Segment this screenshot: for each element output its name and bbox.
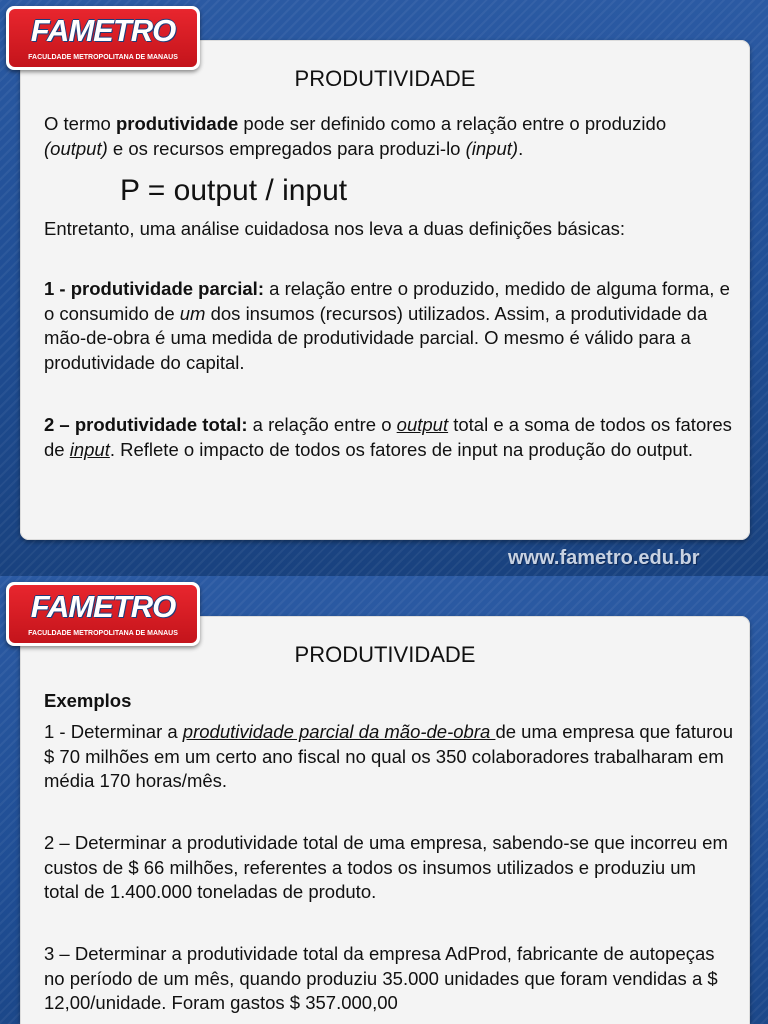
example-2: 2 – Determinar a produtividade total de uma empresa, sabendo-se que incorreu em custos de $ 66 milhões, referentes a todos os insumos utilizados e produziu um total de 1.400.000 toneladas de produto. [44,832,728,902]
definition-partial-text-1: a relação entre o produzido, medido de alguma forma, e o consumido de [44,278,730,324]
logo-wordmark: FAMETRO [30,13,176,48]
logo-wordmark: FAMETRO [30,589,176,624]
definition-total-label: 2 – produtividade total: [44,414,248,435]
intro-text-3: e os recursos empregados para produzi-lo [107,137,466,159]
fametro-logo [6,582,200,646]
slide-title: PRODUTIVIDADE [294,66,476,91]
intro-text-4: . [518,137,524,159]
lead-paragraph: Entretanto, uma análise cuidadosa nos leva a duas definições básicas: [44,218,626,239]
definition-total-text-1: a relação entre o [247,414,397,435]
definition-total-text-3: . Reflete o impacto de todos os fatores de input na produção do output. [109,438,693,460]
intro-output: (output) [44,137,108,159]
definition-total [44,413,734,462]
intro-term: produtividade [115,113,239,134]
intro-paragraph [44,112,734,161]
logo-badge [9,585,197,643]
definition-partial [44,277,734,375]
slide-title: PRODUTIVIDADE [294,642,476,667]
fametro-logo [6,6,200,70]
logo-tagline: FACULDADE METROPOLITANA DE MANAUS [28,54,178,61]
website-url: www.fametro.edu.br [508,547,700,569]
intro-input: (input) [465,137,519,159]
productivity-formula: P = output / input [120,174,348,207]
definition-total-output: output [396,414,449,435]
slide-2 [0,576,768,1024]
definition-partial-label: 1 - produtividade parcial: [44,278,264,299]
intro-text-2: pode ser definido como a relação entre o produzido [238,113,667,134]
definition-total-text-2: total e a soma de todos os fatores de [44,414,732,460]
example-1-emphasis: produtividade parcial da mão-de-obra [182,721,496,742]
example-1-text-1: 1 - Determinar a [44,721,183,742]
definition-total-input: input [69,438,110,460]
examples-heading: Exemplos [44,690,132,711]
example-1-text-2: de uma empresa que faturou $ 70 milhões em um certo ano fiscal no qual os 350 colaboradores trabalharam em média 170 horas/mês. [44,721,734,791]
logo-tagline: FACULDADE METROPOLITANA DE MANAUS [28,630,178,637]
definition-partial-emphasis: um [179,302,206,324]
example-1 [44,720,734,794]
content-card [20,40,750,540]
intro-text-1: O termo [44,113,116,134]
definition-partial-text-2: dos insumos (recursos) utilizados. Assim, a produtividade da mão-de-obra é uma medida de produtividade parcial. O mesmo é válido para a produtividade do capital. [44,302,708,373]
content-card [20,616,750,1024]
logo-badge [9,9,197,67]
example-3: 3 – Determinar a produtividade total da empresa AdProd, fabricante de autopeças no período de um mês, quando produziu 35.000 unidades que foram vendidas a $ 12,00/unidade. Foram gastos $ 357.000,00 [44,943,718,1013]
